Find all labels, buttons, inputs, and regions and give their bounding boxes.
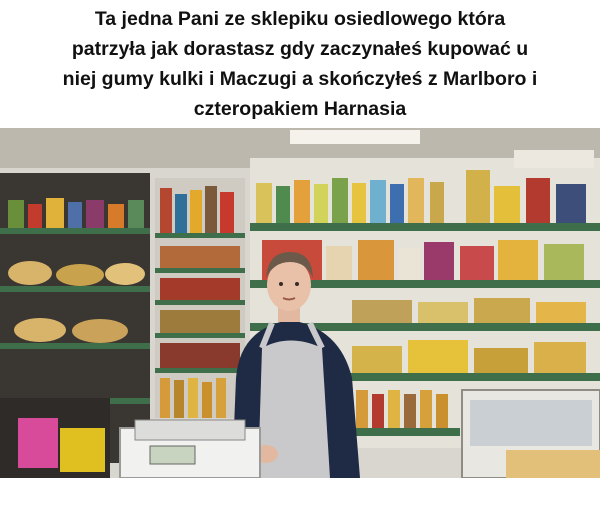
scale-display bbox=[150, 446, 195, 464]
caption-block bbox=[0, 0, 600, 128]
shop-photo bbox=[0, 128, 600, 478]
ceiling-lamp bbox=[290, 130, 420, 144]
fridge-goods bbox=[506, 450, 600, 478]
candy-box bbox=[18, 418, 58, 468]
fridge-glass bbox=[470, 400, 592, 446]
shop-illustration bbox=[0, 128, 600, 478]
snack-box bbox=[60, 428, 105, 472]
scale bbox=[135, 420, 245, 440]
caption-text: Ta jedna Pani ze sklepiku osiedlowego która patrzyła jak dorastasz gdy zaczynałeś kupować u niej gumy kulki i Maczugi a skończyłeś z Marlboro i czteropakiem Harnasia bbox=[62, 8, 538, 120]
